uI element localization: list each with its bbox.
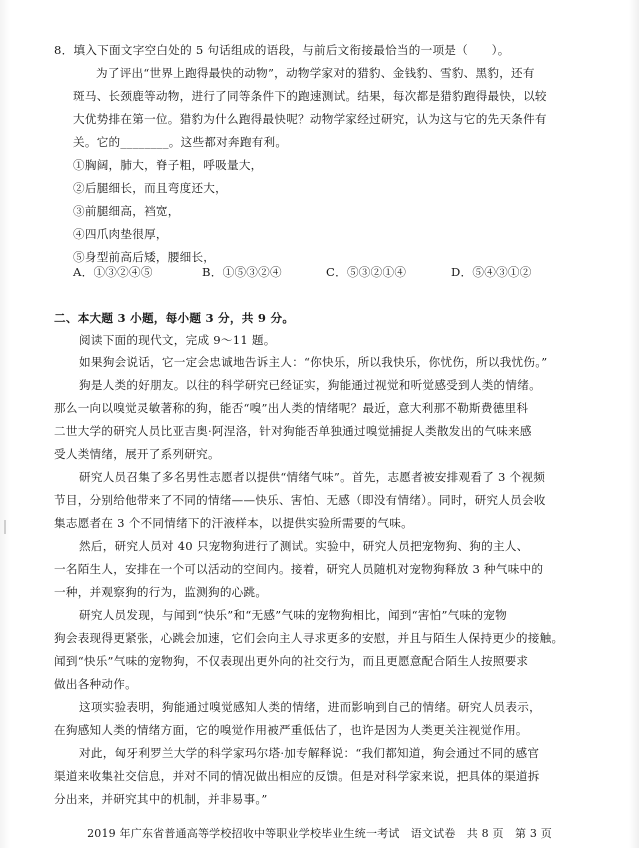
article-line: 研究人员发现，与闻到“快乐”和“无感”气味的宠物狗相比，闻到“害怕”气味的宠物 <box>79 608 507 622</box>
article-line: 在狗感知人类的情绪方面，它的嗅觉作用被严重低估了，也许是因为人类更关注视觉作用。 <box>54 723 528 737</box>
article-line: 狗会表现得更紧张，心跳会加速，它们会向主人寻求更多的安慰，并且与陌生人保持更少的接触。 <box>54 631 564 645</box>
q8-option-b: B．①⑤③②④ <box>202 265 282 279</box>
article-line: 闻到“快乐”气味的宠物狗，不仅表现出更外向的社交行为，而且更愿意配合陌生人按照要求 <box>54 654 529 668</box>
q8-passage-line: 关。它的________。这些都对奔跑有利。 <box>73 135 288 149</box>
article-line: 这项实验表明，狗能通过嗅觉感知人类的情绪，进而影响到自己的情绪。研究人员表示， <box>79 700 541 714</box>
q8-option-d: D．⑤④③①② <box>451 265 532 279</box>
article-line: 受人类情绪，展开了系列研究。 <box>54 447 220 461</box>
q8-option-a: A．①③②④⑤ <box>73 265 153 279</box>
q8-option-c: C．⑤③②①④ <box>326 265 407 279</box>
q8-item: ①胸阔，肺大，脊子粗，呼吸量大， <box>73 158 263 172</box>
article-line: 节目，分别给他带来了不同的情绪——快乐、害怕、无感（即没有情绪）。同时，研究人员会收 <box>54 493 546 507</box>
section-heading: 二、本大题 3 小题，每小题 3 分，共 9 分。 <box>54 311 295 325</box>
article-line: 然后，研究人员对 40 只宠物狗进行了测试。实验中，研究人员把宠物狗、狗的主人、 <box>79 539 529 553</box>
q8-item: ②后腿细长，而且弯度还大， <box>73 181 227 195</box>
article-line: 二世大学的研究人员比亚吉奥·阿涅洛，针对狗能否单独通过嗅觉捕捉人类散发出的气味来感 <box>54 424 532 438</box>
q8-stem: 8．填入下面文字空白处的 5 句话组成的语段，与前后文衔接最恰当的一项是（ ）。 <box>54 43 510 57</box>
article-line: 那么一向以嗅觉灵敏著称的狗，能否“嗅”出人类的情绪呢？最近，意大利那不勒斯费德里科 <box>54 401 529 415</box>
article-line: 分出来，并研究其中的机制，并非易事。” <box>54 792 268 806</box>
article-line: 做出各种动作。 <box>54 677 137 691</box>
article-line: 渠道来收集社交信息，并对不同的情况做出相应的反馈。但是对科学家来说，把具体的渠道拆 <box>54 769 540 783</box>
article-line: 狗是人类的好朋友。以往的科学研究已经证实，狗能通过视觉和听觉感受到人类的情绪。 <box>79 378 541 392</box>
q8-item: ③前腿细高，裆宽， <box>73 204 180 218</box>
q8-options <box>0 264 639 280</box>
article-line: 对此，匈牙利罗兰大学的科学家玛尔塔·加专解释说：“我们都知道，狗会通过不同的感官 <box>79 746 540 760</box>
q8-item: ⑤身型前高后矮，腰细长， <box>73 250 216 264</box>
q8-item: ④四爪肉垫很厚， <box>73 227 168 241</box>
q8-passage-line: 大优势排在第一位。猎豹为什么跑得最快呢？动物学家经过研究，认为这与它的先天条件有 <box>73 112 547 126</box>
article-line: 一名陌生人，安排在一个可以活动的空间内。接着，研究人员随机对宠物狗释放 3 种气味中的 <box>54 562 544 576</box>
article-line: 如果狗会说话，它一定会忠诚地告诉主人：“你快乐，所以我快乐，你忧伤，所以我忧伤。” <box>79 355 548 369</box>
article-line: 集志愿者在 3 个不同情绪下的汗液样本，以提供实验所需要的气味。 <box>54 516 413 530</box>
article-line: 研究人员召集了多名男性志愿者以提供“情绪气味”。首先，志愿者被安排观看了 3 个视频 <box>79 470 546 484</box>
q8-passage-line: 斑马、长颈鹿等动物，进行了同等条件下的跑速测试。结果，每次都是猎豹跑得最快，以较 <box>73 89 547 103</box>
section-instruction: 阅读下面的现代文，完成 9～11 题。 <box>79 333 276 347</box>
q8-passage-line: 为了评出“世界上跑得最快的动物”，动物学家对的猎豹、金钱豹、雪豹、黑豹，还有 <box>96 66 535 80</box>
scan-mark <box>4 520 6 534</box>
article-line: 一种，并观察狗的行为，监测狗的心跳。 <box>54 585 268 599</box>
page-footer: 2019 年广东省普通高等学校招收中等职业学校毕业生统一考试 语文试卷 共 8 页 第 3 页 <box>87 827 552 840</box>
